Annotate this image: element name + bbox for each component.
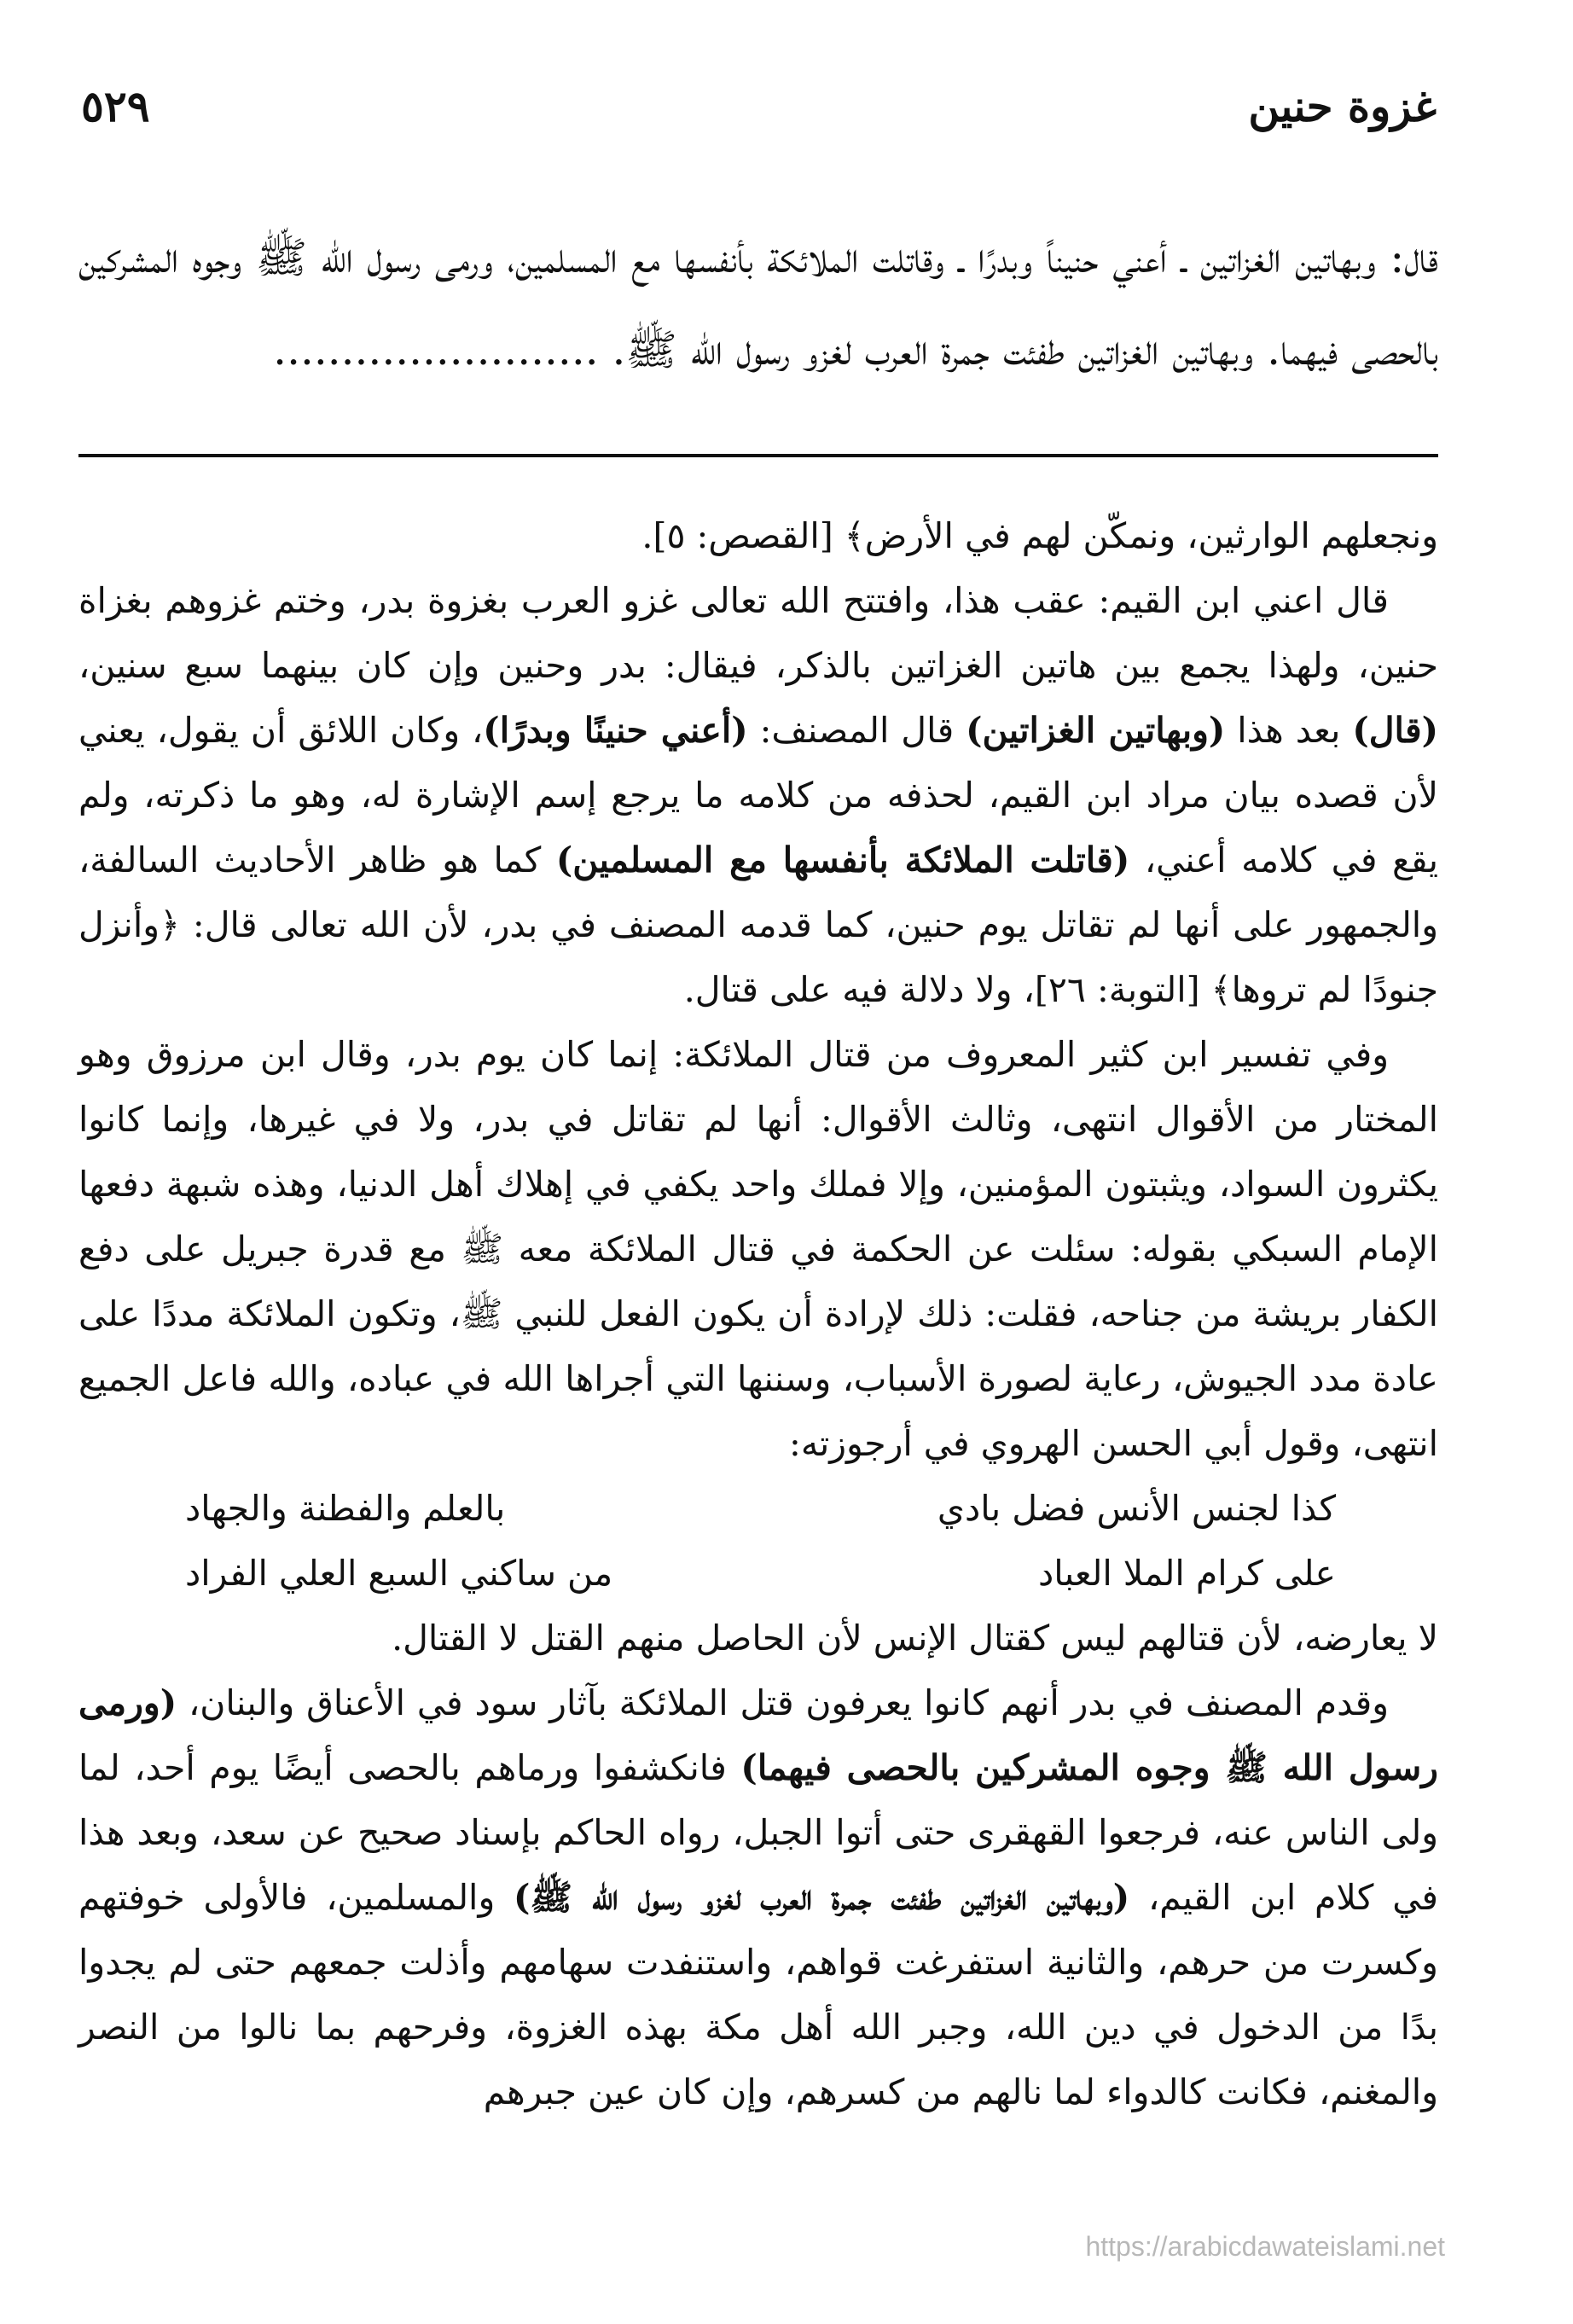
main-text-body: قال: وبهاتين الغزاتين ـ أعني حنيناً وبدرًا ـ وقاتلت الملائكة بأنفسها مع المسلمين، ورمى رسول الله ﷺ وجوه المشركين بالحصى فيهما. وبهاتين الغزاتين طفئت جمرة العرب لغزو رسول الله ﷺ. [78, 233, 1438, 375]
paragraph-text: ، وكان اللائق أن يقول، يعني لأن قصده بيان مراد ابن القيم، لحذفه من كلامه ما يرجع إسم الإشارة له، وهو ما ذكرته، ولم يقع في كلامه أعني، [78, 710, 1439, 880]
commentary-paragraph [78, 503, 1438, 568]
paragraph-text: فانكشفوا ورماهم بالحصى أيضًا يوم أحد، لما ولى الناس عنه، فرجعوا القهقرى حتى أتوا الجبل، رواه الحاكم بإسناد صحيح عن سعد، وبعد هذا في كلام ابن القيم، [78, 1747, 1438, 1918]
paragraph-text: قال اعني ابن القيم: عقب هذا، وافتتح الله تعالى غزو العرب بغزوة بدر، وختم غزوهم بغزاة حنين، ولهذا يجمع بين هاتين الغزاتين بالذكر، فيقال: بدر وحنين وإن كان بينهما سبع سنين، [78, 580, 1438, 686]
verse-first-half: كذا لجنس الأنس فضل بادي [937, 1488, 1336, 1529]
commentary-paragraph [78, 1670, 1438, 2124]
quoted-text: (قاتلت الملائكة بأنفسها مع المسلمين) [555, 840, 1130, 880]
quoted-text: (قال) [1352, 710, 1439, 751]
quoted-text: (وبهاتين الغزاتين طفئت جمرة العرب لغزو رسول الله ﷺ) [514, 1877, 1130, 1918]
verse-first-half: على كرام الملا العباد [1037, 1553, 1336, 1594]
main-text-dots: ........................ [273, 325, 599, 375]
quoted-text: (ورمى رسول الله ﷺ وجوه المشركين بالحصى فيهما) [78, 1682, 1438, 1788]
page-header [81, 81, 1437, 141]
paragraph-text: قال المصنف: [747, 710, 966, 751]
main-text [78, 212, 1438, 396]
paragraph-text: بعد هذا [1225, 710, 1353, 751]
quoted-text: (أعني حنينًا وبدرًا) [483, 710, 748, 751]
quoted-text: (وبهاتين الغزاتين) [966, 710, 1226, 751]
paragraph-text: ونجعلهم الوارثين، ونمكّن لهم في الأرض﴾ [القصص: ٥]. [641, 515, 1438, 556]
paragraph-text: وقدم المصنف في بدر أنهم كانوا يعرفون قتل الملائكة بآثار سود في الأعناق والبنان، [177, 1682, 1389, 1723]
chapter-title: غزوة حنين [1248, 81, 1437, 131]
paragraph-text: والمسلمين، فالأولى خوفتهم وكسرت من حرهم، والثانية استفرغت قواهم، واستنفدت سهامهم وأذلت جمعهم حتى لم يجدوا بدًا من الدخول في دين الله، وجبر الله أهل مكة بهذه الغزوة، وفرحهم بما نالوا من النصر والمغنم، فكانت كالدواء لما نالهم من كسرهم، وإن كان عين جبرهم [78, 1877, 1438, 2112]
poem-verse [185, 1541, 1336, 1606]
commentary-paragraph [78, 1022, 1438, 1476]
commentary-paragraph [78, 1606, 1438, 1670]
separator-line [78, 454, 1438, 457]
verse-second-half: بالعلم والفطنة والجهاد [185, 1488, 506, 1529]
page-number: ٥٢٩ [81, 81, 150, 131]
commentary-paragraph [78, 568, 1438, 1022]
poem-verse [185, 1476, 1336, 1541]
commentary [78, 503, 1438, 2124]
paragraph-text: وفي تفسير ابن كثير المعروف من قتال الملائكة: إنما كان يوم بدر، وقال ابن مرزوق وهو المختار من الأقوال انتهى، وثالث الأقوال: أنها لم تقاتل في بدر، ولا في غيرها، وإنما كانوا يكثرون السواد، ويثبتون المؤمنين، وإلا فملك واحد يكفي في إهلاك أهل الدنيا، وهذه شبهة دفعها الإمام السبكي بقوله: سئلت عن الحكمة في قتال الملائكة معه ﷺ مع قدرة جبريل على دفع الكفار بريشة من جناحه، فقلت: ذلك لإرادة أن يكون الفعل للنبي ﷺ، وتكون الملائكة مددًا على عادة مدد الجيوش، رعاية لصورة الأسباب، وسننها التي أجراها الله في عباده، والله فاعل الجميع انتهى، وقول أبي الحسن الهروي في أرجوزته: [78, 1034, 1438, 1464]
verse-second-half: من ساكني السبع العلي الفراد [185, 1553, 613, 1594]
paragraph-text: لا يعارضه، لأن قتالهم ليس كقتال الإنس لأن الحاصل منهم القتل لا القتال. [392, 1618, 1438, 1659]
paragraph-text: كما هو ظاهر الأحاديث السالفة، والجمهور على أنها لم تقاتل يوم حنين، كما قدمه المصنف في بدر، لأن الله تعالى قال: ﴿وأنزل جنودًا لم تروها﴾ [التوبة: ٢٦]، ولا دلالة فيه على قتال. [78, 840, 1438, 1010]
watermark-url: https://arabicdawateislami.net [1085, 2231, 1445, 2262]
